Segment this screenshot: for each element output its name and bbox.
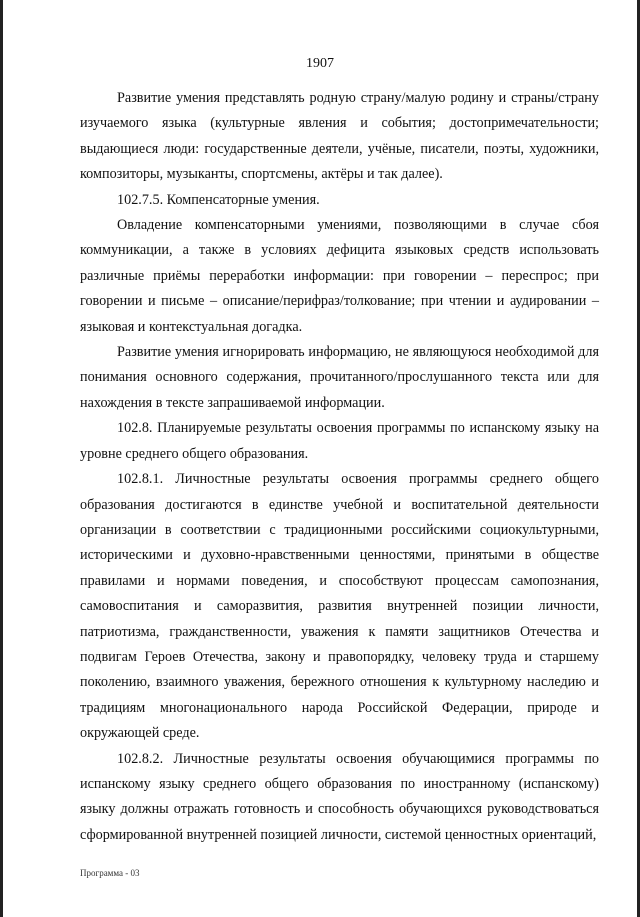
paragraph-personal-results: 102.8.1. Личностные результаты освоения программы среднего общего образования достигаются в единстве учебной и воспитательной деятельности организации в соответствии с традиционными российскими социокультурными, историческими и духовно-нравственными ценностями, принятыми в обществе правилами и нормами поведения, и способствуют процессам самопознания, самовоспитания и саморазвития, развития внутренней позиции личности, патриотизма, гражданственности, уважения к памяти защитников Отечества и подвигам Героев Отечества, закону и правопорядку, человеку труда и старшему поколению, взаимного уважения, бережного отношения к культурному наследию и традициям многонационального народа Российской Федерации, природе и окружающей среде.: [80, 471, 599, 742]
paragraph-country-presentation: Развитие умения представлять родную страну/малую родину и страны/страну изучаемого языка (культурные явления и события; достопримечательности; выдающиеся люди: государственные деятели, учёные, писатели, поэты, художники, композиторы, музыканты, спортсмены, актёры и так далее).: [80, 90, 599, 183]
paragraph-personal-results-spanish: 102.8.2. Личностные результаты освоения обучающимися программы по испанскому языку среднего общего образования по иностранному (испанскому) языку должны отражать готовность и способность обучающихся руководствоваться сформированной внутренней позицией личности, системой ценностных ориентаций,: [80, 750, 599, 843]
paragraph-ignore-information: Развитие умения игнорировать информацию, не являющуюся необходимой для понимания основного содержания, прочитанного/прослушанного текста или для нахождения в тексте запрашиваемой информации.: [80, 344, 599, 411]
document-body: [80, 86, 599, 848]
footer-note: Программа - 03: [80, 868, 140, 878]
paragraph-compensatory-skills: Овладение компенсаторными умениями, позволяющими в случае сбоя коммуникации, а также в условиях дефицита языковых средств использовать различные приёмы переработки информации: при говорении – переспрос; при говорении и письме – описание/перифраз/толкование; при чтении и аудировании – языковая и контекстуальная догадка.: [80, 217, 599, 335]
page-number: 1907: [306, 56, 334, 71]
paragraph-planned-results: 102.8. Планируемые результаты освоения программы по испанскому языку на уровне среднего общего образования.: [80, 420, 599, 462]
paragraph-compensatory-heading: 102.7.5. Компенсаторные умения.: [117, 191, 320, 208]
scan-left-edge: [0, 0, 3, 917]
